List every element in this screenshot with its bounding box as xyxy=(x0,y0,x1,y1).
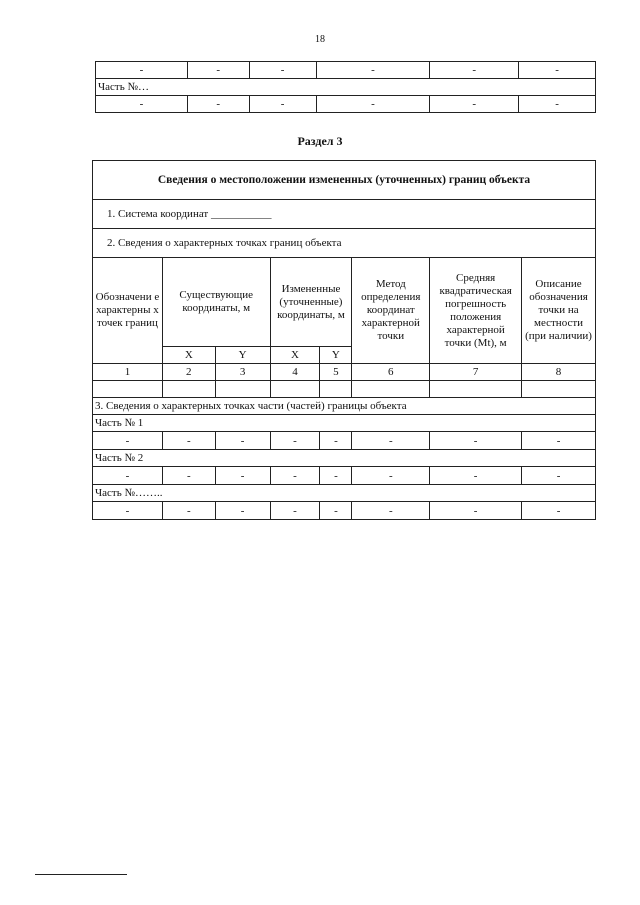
column-number: 2 xyxy=(162,364,215,381)
table-row xyxy=(93,398,596,415)
table-header-row xyxy=(93,258,596,347)
parts-heading: 3. Сведения о характерных точках части (частей) границы объекта xyxy=(93,398,596,415)
table-cell: - xyxy=(430,62,519,79)
table-cell: - xyxy=(522,467,596,485)
table-row xyxy=(93,502,596,520)
column-number: 5 xyxy=(320,364,352,381)
header-description: Описание обозначения точки на местности (при наличии) xyxy=(522,258,596,364)
column-number: 6 xyxy=(352,364,430,381)
header-error: Средняя квадратическая погрешность положения характерной точки (Mt), м xyxy=(430,258,522,364)
table-row xyxy=(93,467,596,485)
table-cell: - xyxy=(430,96,519,113)
table-cell: - xyxy=(270,502,320,520)
table-cell: - xyxy=(96,62,188,79)
table-cell: - xyxy=(519,96,596,113)
table-cell: - xyxy=(215,502,270,520)
part-label: Часть №… xyxy=(96,79,596,96)
page-number: 18 xyxy=(315,34,325,45)
column-number: 7 xyxy=(430,364,522,381)
table-title: Сведения о местоположении измененных (уточненных) границ объекта xyxy=(93,161,596,200)
table-cell: - xyxy=(320,467,352,485)
table-cell: - xyxy=(522,502,596,520)
table-cell: - xyxy=(352,467,430,485)
table-cell: - xyxy=(162,502,215,520)
top-table xyxy=(95,61,596,113)
coord-system: 1. Система координат ___________ xyxy=(93,200,596,229)
table-cell: - xyxy=(93,467,163,485)
table-cell: - xyxy=(320,502,352,520)
table-cell: - xyxy=(352,432,430,450)
table-cell: - xyxy=(249,62,316,79)
header-point-designation: Обозначени е характерны х точек границ xyxy=(93,258,163,364)
column-number: 4 xyxy=(270,364,320,381)
table-row xyxy=(93,450,596,467)
part-label: Часть № 2 xyxy=(93,450,596,467)
table-cell: - xyxy=(430,502,522,520)
table-cell: - xyxy=(249,96,316,113)
table-cell: - xyxy=(96,96,188,113)
table-cell: - xyxy=(215,467,270,485)
points-heading: 2. Сведения о характерных точках границ объекта xyxy=(93,229,596,258)
column-number: 8 xyxy=(522,364,596,381)
table-cell: - xyxy=(187,96,249,113)
table-cell: - xyxy=(215,432,270,450)
table-cell: - xyxy=(320,432,352,450)
table-row xyxy=(93,485,596,502)
table-cell: - xyxy=(187,62,249,79)
table-row xyxy=(93,381,596,398)
table-row xyxy=(93,161,596,200)
x-label: X xyxy=(162,347,215,364)
table-cell: - xyxy=(93,502,163,520)
table-cell: - xyxy=(270,467,320,485)
part-label: Часть №…….. xyxy=(93,485,596,502)
y-label: Y xyxy=(215,347,270,364)
table-row xyxy=(96,96,596,113)
table-row xyxy=(93,200,596,229)
x-label: X xyxy=(270,347,320,364)
table-row xyxy=(96,62,596,79)
table-cell: - xyxy=(316,62,430,79)
table-cell: - xyxy=(430,467,522,485)
table-row xyxy=(93,229,596,258)
table-cell: - xyxy=(430,432,522,450)
table-row xyxy=(96,79,596,96)
header-changed-coords: Измененные (уточненные) координаты, м xyxy=(270,258,352,347)
footnote-separator xyxy=(35,874,127,875)
table-row xyxy=(93,364,596,381)
table-cell: - xyxy=(270,432,320,450)
table-cell: - xyxy=(93,432,163,450)
section-title: Раздел 3 xyxy=(297,134,343,148)
header-existing-coords: Существующие координаты, м xyxy=(162,258,270,347)
header-method: Метод определения координат характерной точки xyxy=(352,258,430,364)
table-cell: - xyxy=(162,432,215,450)
table-row xyxy=(93,432,596,450)
column-number: 1 xyxy=(93,364,163,381)
table-cell: - xyxy=(519,62,596,79)
part-label: Часть № 1 xyxy=(93,415,596,432)
table-cell: - xyxy=(162,467,215,485)
table-cell: - xyxy=(352,502,430,520)
table-row xyxy=(93,415,596,432)
column-number: 3 xyxy=(215,364,270,381)
y-label: Y xyxy=(320,347,352,364)
main-table xyxy=(92,160,596,520)
table-cell: - xyxy=(522,432,596,450)
table-cell: - xyxy=(316,96,430,113)
